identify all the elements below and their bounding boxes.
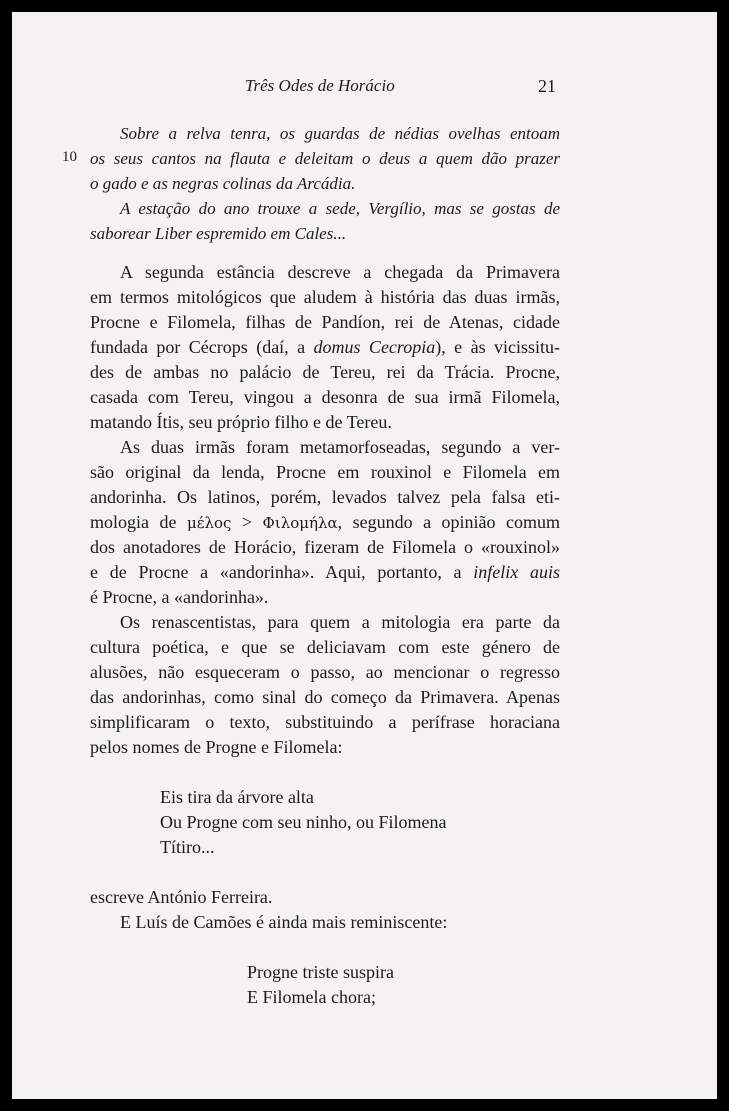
translation-line-4: A estação do ano trouxe a sede, Vergílio, mas se gostas de [120, 199, 560, 218]
line-number: 10 [62, 149, 77, 165]
p1-line-2: em termos mitológicos que aludem à história das duas irmãs, [90, 287, 560, 307]
p3-line-2: cultura poética, e que se deliciavam com este género de [90, 637, 560, 657]
translation-line-1: Sobre a relva tenra, os guardas de nédias ovelhas entoam [120, 124, 560, 143]
p1-line-7: matando Ítis, seu próprio filho e de Tereu. [90, 412, 392, 432]
p1-line-3: Procne e Filomela, filhas de Pandíon, rei de Atenas, cidade [90, 312, 560, 332]
latin-phrase-domus-cecropia: domus Cecropia [313, 337, 436, 357]
translation-line-3: o gado e as negras colinas da Arcádia. [90, 174, 356, 193]
camoes-intro-line: E Luís de Camões é ainda mais reminiscente: [120, 912, 448, 932]
p2-line-5: dos anotadores de Horácio, fizeram de Filomela o «rouxinol» [90, 537, 560, 557]
book-page [12, 12, 717, 1099]
greek-word-philomela: Φιλομήλα [262, 514, 338, 532]
p3-line-1: Os renascentistas, para quem a mitologia era parte da [120, 612, 560, 632]
attribution-line: escreve António Ferreira. [90, 887, 273, 907]
quote2-line-2: E Filomela chora; [247, 987, 376, 1007]
quote2-line-1: Progne triste suspira [247, 962, 394, 982]
greek-word-melos: μέλος [186, 514, 232, 532]
translation-line-5: saborear Liber espremido em Cales... [90, 224, 347, 243]
running-header-title: Três Odes de Horácio [245, 76, 395, 95]
quote1-line-2: Ou Progne com seu ninho, ou Filomena [160, 812, 447, 832]
page-number: 21 [538, 76, 556, 96]
p1-line-5: des de ambas no palácio de Tereu, rei da Trácia. Procne, [90, 362, 560, 382]
p2-line-7: é Procne, a «andorinha». [90, 587, 269, 607]
p2-line-3: andorinha. Os latinos, porém, levados talvez pela falsa eti- [90, 487, 560, 507]
p2-line-2: são original da lenda, Procne em rouxinol e Filomela em [90, 462, 560, 482]
quote1-line-3: Títiro... [160, 837, 215, 857]
p3-line-4: das andorinhas, como sinal do começo da Primavera. Apenas [90, 687, 560, 707]
p2-line-1: As duas irmãs foram metamorfoseadas, segundo a ver- [120, 437, 560, 457]
p3-line-3: alusões, não esqueceram o passo, ao mencionar o regresso [90, 662, 560, 682]
p1-line-6: casada com Tereu, vingou a desonra de sua irmã Filomela, [90, 387, 560, 407]
p3-line-6: pelos nomes de Progne e Filomela: [90, 737, 343, 757]
p2-line-4: mologia de μέλος > Φιλομήλα, segundo a opinião comum [90, 512, 561, 532]
p1-line-1: A segunda estância descreve a chegada da Primavera [120, 262, 560, 282]
latin-phrase-infelix-auis: infelix auis [473, 562, 561, 582]
p2-line-6: e de Procne a «andorinha». Aqui, portanto, a infelix auis [90, 562, 561, 582]
translation-line-2: os seus cantos na flauta e deleitam o deus a quem dão prazer [90, 149, 560, 168]
p3-line-5: simplificaram o texto, substituindo a perífrase horaciana [90, 712, 560, 732]
p1-line-4: fundada por Cécrops (daí, a domus Cecropia), e às vicissitu- [90, 337, 560, 357]
quote1-line-1: Eis tira da árvore alta [160, 787, 314, 807]
